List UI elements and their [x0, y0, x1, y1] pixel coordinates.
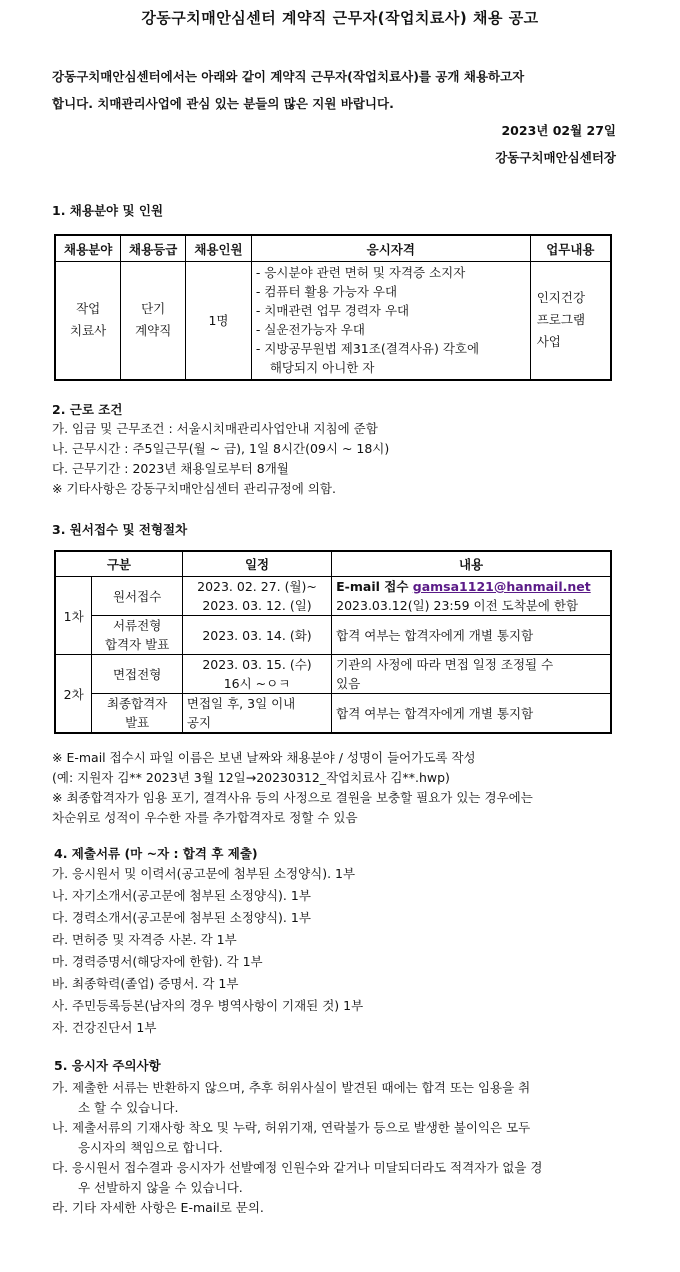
notice-title: 강동구치매안심센터 계약직 근무자(작업치료사) 채용 공고	[141, 9, 539, 27]
section2-heading: 2. 근로 조건	[52, 402, 123, 417]
document-item: 가. 응시원서 및 이력서(공고문에 첨부된 소정양식). 1부	[52, 866, 356, 881]
date-line: 16시 ~ㅇㅋ	[223, 676, 291, 691]
content-line: 기관의 사정에 따라 면접 일정 조정될 수	[336, 657, 554, 672]
caution-item: 나. 제출서류의 기재사항 착오 및 누락, 허위기재, 연락불가 등으로 발생한 불이익은 모두	[52, 1120, 531, 1135]
date-line: 2023. 03. 12. (일)	[202, 598, 312, 613]
document-item: 사. 주민등록등본(남자의 경우 병역사항이 기재된 것) 1부	[52, 998, 364, 1013]
duty-line: 사업	[536, 334, 561, 350]
section5-heading: 5. 응시자 주의사항	[54, 1058, 161, 1073]
email-link[interactable]: gamsa1121@hanmail.net	[412, 579, 591, 594]
header-category: 구분	[55, 551, 182, 577]
work-condition-line: 다. 근무기간 : 2023년 채용일로부터 8개월	[52, 461, 289, 476]
schedule-application	[182, 577, 331, 616]
step-interview: 면접전형	[92, 655, 183, 694]
qualification-item: 해당되지 아니한 자	[269, 360, 375, 376]
step-line: 서류전형	[112, 618, 162, 633]
caution-item: 다. 응시원서 접수결과 응시자가 선발예정 인원수와 같거나 미달되더라도 적격자가 없을 경	[52, 1160, 543, 1175]
note-line: 차순위로 성적이 우수한 자를 추가합격자로 정할 수 있음	[52, 810, 358, 825]
header-count: 채용인원	[186, 235, 252, 262]
section1-heading: 1. 채용분야 및 인원	[52, 203, 164, 218]
schedule-final-announcement	[182, 694, 331, 734]
content-application	[332, 577, 611, 616]
duty-line: 프로그램	[536, 312, 586, 328]
date-line: 면접일 후, 3일 이내	[186, 696, 296, 711]
content-final-announcement: 합격 여부는 합격자에게 개별 통지함	[332, 694, 611, 734]
content-line: 있음	[336, 676, 361, 691]
cell-grade	[121, 262, 186, 380]
document-item: 나. 자기소개서(공고문에 첨부된 소정양식). 1부	[52, 888, 311, 903]
header-field: 채용분야	[55, 235, 121, 262]
work-condition-line: 가. 임금 및 근무조건 : 서울시치매관리사업안내 지침에 준함	[52, 421, 378, 436]
stage-1: 1차	[55, 577, 92, 655]
caution-item-cont: 응시자의 책임으로 합니다.	[78, 1140, 223, 1155]
note-line: ※ E-mail 접수시 파일 이름은 보낸 날짜와 채용분야 / 성명이 들어가도록 작성	[52, 750, 476, 765]
section4-heading: 4. 제출서류 (마 ~자 : 합격 후 제출)	[54, 846, 258, 861]
qualification-item: - 지방공무원법 제31조(결격사유) 각호에	[255, 341, 480, 357]
document-item: 마. 경력증명서(해당자에 한함). 각 1부	[52, 954, 263, 969]
intro-line-1: 강동구치매안심센터에서는 아래와 같이 계약직 근무자(작업치료사)를 공개 채용하고자	[52, 69, 525, 84]
date-line: 2023. 03. 15. (수)	[202, 657, 312, 672]
step-line: 최종합격자	[106, 696, 168, 711]
cell-qualifications	[251, 262, 530, 380]
step-final-announcement	[92, 694, 183, 734]
grade-line: 계약직	[135, 323, 172, 339]
content-document-screening: 합격 여부는 합격자에게 개별 통지함	[332, 616, 611, 655]
document-item: 라. 면허증 및 자격증 사본. 각 1부	[52, 932, 237, 947]
header-schedule: 일정	[182, 551, 331, 577]
section3-heading: 3. 원서접수 및 전형절차	[52, 522, 188, 537]
date-line: 공지	[186, 715, 212, 730]
recruitment-table	[54, 234, 612, 381]
document-item: 바. 최종학력(졸업) 증명서. 각 1부	[52, 976, 239, 991]
qualification-item: - 실운전가능자 우대	[255, 322, 365, 338]
cell-field	[55, 262, 121, 380]
step-application: 원서접수	[92, 577, 183, 616]
step-document-screening	[92, 616, 183, 655]
cell-duties	[530, 262, 611, 380]
field-line: 치료사	[70, 323, 107, 339]
schedule-document-screening: 2023. 03. 14. (화)	[182, 616, 331, 655]
date-line: 2023. 02. 27. (월)~	[197, 579, 317, 594]
step-line: 발표	[125, 715, 150, 730]
header-grade: 채용등급	[121, 235, 186, 262]
document-item: 다. 경력소개서(공고문에 첨부된 소정양식). 1부	[52, 910, 311, 925]
caution-item-cont: 우 선발하지 않을 수 있습니다.	[78, 1180, 243, 1195]
stage-2: 2차	[55, 655, 92, 734]
header-qualification: 응시자격	[251, 235, 530, 262]
notice-date: 2023년 02월 27일	[501, 123, 616, 138]
schedule-table	[54, 550, 612, 734]
qualification-item: - 응시분야 관련 면허 및 자격증 소지자	[255, 265, 466, 281]
field-line: 작업	[76, 301, 101, 317]
qualification-item: - 컴퓨터 활용 가능자 우대	[255, 284, 398, 300]
email-label: E-mail 접수	[336, 579, 413, 594]
notice-signer: 강동구치매안심센터장	[495, 150, 616, 165]
header-duties: 업무내용	[530, 235, 611, 262]
caution-item: 가. 제출한 서류는 반환하지 않으며, 추후 허위사실이 발견된 때에는 합격 또는 임용을 취	[52, 1080, 531, 1095]
intro-line-2: 합니다. 치매관리사업에 관심 있는 분들의 많은 지원 바랍니다.	[52, 96, 394, 111]
work-condition-line: 나. 근무시간 : 주5일근무(월 ~ 금), 1일 8시간(09시 ~ 18시)	[52, 441, 390, 456]
document-item: 자. 건강진단서 1부	[52, 1020, 157, 1035]
caution-item-cont: 소 할 수 있습니다.	[78, 1100, 179, 1115]
work-condition-line: ※ 기타사항은 강동구치매안심센터 관리규정에 의함.	[52, 481, 336, 496]
header-content: 내용	[332, 551, 611, 577]
grade-line: 단기	[141, 301, 166, 317]
note-line: ※ 최종합격자가 임용 포기, 결격사유 등의 사정으로 결원을 보충할 필요가 있는 경우에는	[52, 790, 533, 805]
deadline-text: 2023.03.12(일) 23:59 이전 도착분에 한함	[336, 598, 579, 613]
duty-line: 인지건강	[536, 290, 586, 306]
caution-item: 라. 기타 자세한 사항은 E-mail로 문의.	[52, 1200, 264, 1215]
cell-count: 1명	[186, 262, 252, 380]
content-interview	[332, 655, 611, 694]
step-line: 합격자 발표	[104, 637, 170, 652]
schedule-interview	[182, 655, 331, 694]
note-line: (예: 지원자 김** 2023년 3월 12일→20230312_작업치료사 김**.hwp)	[52, 770, 450, 785]
qualification-item: - 치매관련 업무 경력자 우대	[255, 303, 410, 319]
